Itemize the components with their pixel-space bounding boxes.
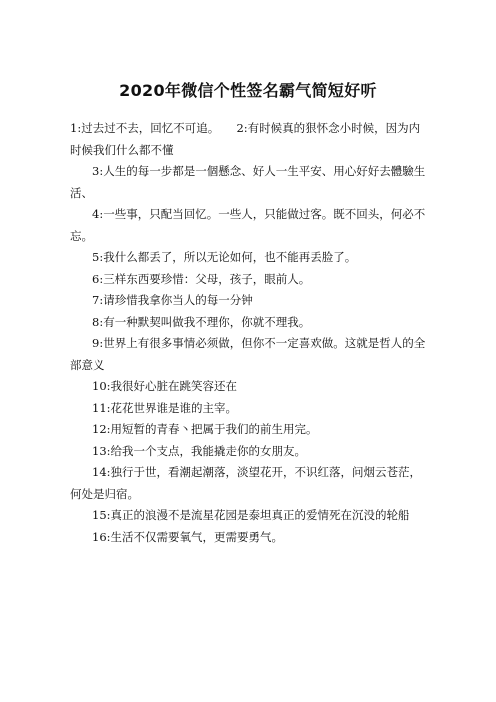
list-item: 12:用短暂的青春丶把属于我们的前生用完。 bbox=[92, 422, 318, 436]
list-item: 13:给我一个支点，我能撬走你的女朋友。 bbox=[92, 443, 307, 458]
list-item: 4:一些事，只配当回忆。一些人，只能做过客。既不回头，何必不忘。 bbox=[70, 207, 426, 243]
list-item: 6:三样东西要珍惜：父母，孩子，眼前人。 bbox=[92, 271, 311, 286]
document-title: 2020年微信个性签名霸气简短好听 bbox=[119, 81, 377, 100]
list-item: 15:真正的浪漫不是流星花园是泰坦真正的爱情死在沉没的轮船 bbox=[92, 508, 410, 522]
list-item: 16:生活不仅需要氧气，更需要勇气。 bbox=[92, 529, 284, 544]
list-item: 11:花花世界谁是谁的主宰。 bbox=[92, 400, 238, 415]
list-item: 1:过去过不去，回忆不可追。 2:有时候真的狠怀念小时候，因为内时候我们什么都不懂 bbox=[70, 121, 421, 157]
list-item: 9:世界上有很多事情必须做，但你不一定喜欢做。这就是哲人的全部意义 bbox=[70, 336, 426, 372]
list-item: 14:独行于世，看潮起潮落，淡望花开，不识红落，问烟云苍茫，何处是归宿。 bbox=[70, 465, 422, 501]
list-item: 3:人生的每一步都是一個懸念、好人一生平安、用心好好去體驗生活、 bbox=[70, 164, 426, 200]
list-item: 5:我什么都丢了，所以无论如何，也不能再丢脸了。 bbox=[92, 250, 357, 264]
list-item: 8:有一种默契叫做我不理你，你就不理我。 bbox=[92, 314, 311, 329]
list-item: 7:请珍惜我拿你当人的每一分钟 bbox=[92, 293, 253, 307]
signature-list bbox=[70, 118, 426, 548]
list-item: 10:我很好心脏在跳笑容还在 bbox=[92, 379, 238, 393]
